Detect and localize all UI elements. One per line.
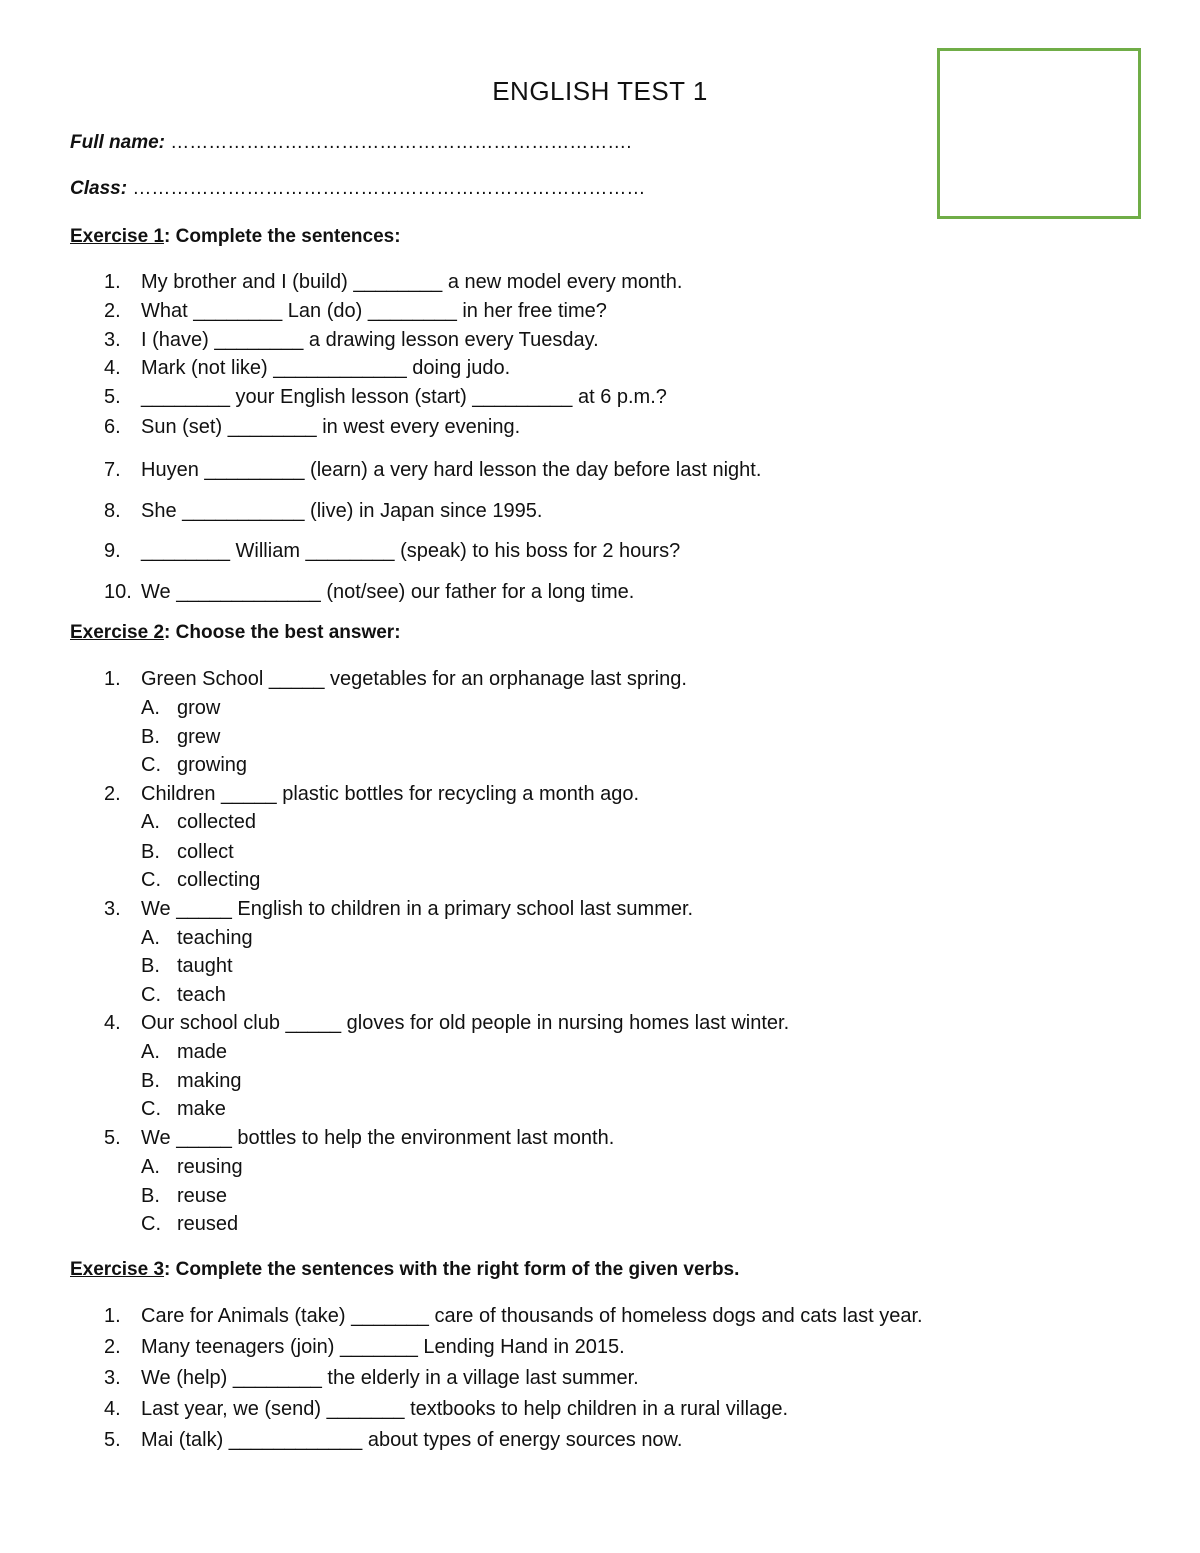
ex2-option-letter: C. [141, 984, 161, 1006]
ex1-item [104, 581, 634, 604]
ex2-question-num: 4. [104, 1012, 121, 1034]
ex2-option-letter: A. [141, 811, 160, 833]
ex2-question [104, 668, 687, 691]
ex2-option-text: collecting [177, 869, 261, 891]
ex2-question-num: 5. [104, 1127, 121, 1149]
class-label: Class: [70, 178, 128, 199]
ex2-option [141, 927, 253, 950]
ex2-option-letter: B. [141, 1185, 160, 1207]
exercise-2-instruction: : Choose the best answer: [164, 622, 401, 643]
ex2-option-text: making [177, 1070, 242, 1092]
ex1-item-text: Huyen _________ (learn) a very hard lesson the day before last night. [141, 459, 762, 481]
ex1-item-num: 5. [104, 386, 121, 408]
full-name-field [70, 132, 632, 154]
ex3-item-text: We (help) ________ the elderly in a village last summer. [141, 1367, 639, 1389]
exercise-2-label: Exercise 2 [70, 622, 165, 643]
ex2-option [141, 726, 220, 749]
ex3-item-num: 4. [104, 1398, 121, 1420]
ex1-item-text: We _____________ (not/see) our father for a long time. [141, 581, 635, 603]
ex1-item [104, 329, 599, 352]
ex2-option [141, 1098, 226, 1121]
ex2-option [141, 811, 256, 834]
ex1-item-text: What ________ Lan (do) ________ in her free time? [141, 300, 607, 322]
ex2-option-text: teaching [177, 927, 253, 949]
ex3-item-num: 5. [104, 1429, 121, 1451]
ex2-option-letter: C. [141, 754, 161, 776]
exercise-1-heading [70, 226, 401, 248]
ex3-item [104, 1367, 639, 1390]
ex3-item-num: 2. [104, 1336, 121, 1358]
ex1-item-num: 6. [104, 416, 121, 438]
ex3-item [104, 1429, 682, 1452]
ex1-item-num: 8. [104, 500, 121, 522]
ex1-item [104, 357, 510, 380]
ex2-option-text: growing [177, 754, 248, 776]
ex2-option [141, 955, 233, 978]
ex2-option [141, 754, 247, 777]
ex2-option-letter: B. [141, 726, 160, 748]
ex1-item [104, 416, 520, 439]
ex2-option-letter: C. [141, 1098, 161, 1120]
ex3-item-text: Care for Animals (take) _______ care of thousands of homeless dogs and cats last year. [141, 1305, 923, 1327]
ex2-option-letter: A. [141, 927, 160, 949]
ex2-question-text: Children _____ plastic bottles for recycling a month ago. [141, 783, 640, 805]
exercise-1-label: Exercise 1 [70, 226, 165, 247]
ex3-item [104, 1336, 625, 1359]
ex2-option-letter: A. [141, 1156, 160, 1178]
ex2-option-text: reused [177, 1213, 239, 1235]
ex1-item-text: She ___________ (live) in Japan since 1995. [141, 500, 543, 522]
ex2-option [141, 841, 234, 864]
ex3-item-text: Many teenagers (join) _______ Lending Hand in 2015. [141, 1336, 625, 1358]
full-name-label: Full name: [70, 132, 166, 153]
ex1-item-num: 3. [104, 329, 121, 351]
ex2-option [141, 697, 220, 720]
ex2-option-text: teach [177, 984, 226, 1006]
score-box [937, 48, 1141, 219]
ex2-option-letter: B. [141, 1070, 160, 1092]
ex2-option-text: reuse [177, 1185, 228, 1207]
ex1-item-text: ________ your English lesson (start) _________ at 6 p.m.? [141, 386, 667, 408]
ex1-item [104, 386, 667, 409]
exercise-2-heading [70, 622, 401, 644]
ex3-item-num: 3. [104, 1367, 121, 1389]
ex2-option [141, 1070, 241, 1093]
ex2-option [141, 1041, 227, 1064]
ex2-option-letter: C. [141, 869, 161, 891]
ex1-item-text: ________ William ________ (speak) to his boss for 2 hours? [141, 540, 681, 562]
ex1-item-text: Sun (set) ________ in west every evening. [141, 416, 521, 438]
exercise-3-instruction: : Complete the sentences with the right form of the given verbs. [164, 1259, 740, 1280]
ex2-option-letter: C. [141, 1213, 161, 1235]
ex2-option-text: collected [177, 811, 256, 833]
ex1-item-num: 10. [104, 581, 132, 603]
ex3-item [104, 1305, 923, 1328]
ex2-option-letter: B. [141, 955, 160, 977]
ex1-item-num: 9. [104, 540, 121, 562]
ex1-item [104, 271, 682, 294]
ex1-item-text: Mark (not like) ____________ doing judo. [141, 357, 511, 379]
exercise-3-label: Exercise 3 [70, 1259, 165, 1280]
full-name-dots: ………………………………………………………………. [170, 132, 632, 153]
ex1-item [104, 540, 680, 563]
ex2-question-text: We _____ bottles to help the environment last month. [141, 1127, 615, 1149]
ex1-item-num: 4. [104, 357, 121, 379]
ex1-item-num: 2. [104, 300, 121, 322]
ex1-item [104, 300, 607, 323]
ex2-option-text: reusing [177, 1156, 243, 1178]
ex3-item-text: Mai (talk) ____________ about types of energy sources now. [141, 1429, 683, 1451]
ex2-option-text: collect [177, 841, 234, 863]
ex2-option-text: make [177, 1098, 226, 1120]
ex2-option-letter: A. [141, 1041, 160, 1063]
ex1-item-num: 1. [104, 271, 121, 293]
ex2-option-letter: B. [141, 841, 160, 863]
ex2-question [104, 1012, 789, 1035]
ex1-item [104, 459, 761, 482]
page-title: ENGLISH TEST 1 [492, 76, 708, 106]
class-dots: ……………………………………………………………………… [132, 178, 646, 199]
ex2-question-num: 3. [104, 898, 121, 920]
ex3-item-text: Last year, we (send) _______ textbooks to help children in a rural village. [141, 1398, 789, 1420]
ex2-question-text: Our school club _____ gloves for old people in nursing homes last winter. [141, 1012, 790, 1034]
ex2-question-num: 1. [104, 668, 121, 690]
ex2-question [104, 783, 639, 806]
ex2-option-text: grow [177, 697, 221, 719]
ex2-option [141, 984, 226, 1007]
ex1-item-text: My brother and I (build) ________ a new model every month. [141, 271, 683, 293]
ex1-item-num: 7. [104, 459, 121, 481]
ex2-option [141, 1156, 243, 1179]
ex3-item [104, 1398, 788, 1421]
ex2-option [141, 869, 260, 892]
ex2-question-text: We _____ English to children in a primary school last summer. [141, 898, 694, 920]
ex1-item [104, 500, 542, 523]
ex2-option-text: made [177, 1041, 228, 1063]
ex2-option [141, 1185, 227, 1208]
ex3-item-num: 1. [104, 1305, 121, 1327]
exercise-3-heading [70, 1259, 739, 1281]
class-field [70, 178, 645, 200]
ex2-question [104, 1127, 614, 1150]
ex1-item-text: I (have) ________ a drawing lesson every Tuesday. [141, 329, 599, 351]
ex2-question [104, 898, 693, 921]
ex2-question-text: Green School _____ vegetables for an orphanage last spring. [141, 668, 687, 690]
ex2-option [141, 1213, 238, 1236]
ex2-question-num: 2. [104, 783, 121, 805]
ex2-option-text: taught [177, 955, 233, 977]
exercise-1-instruction: : Complete the sentences: [164, 226, 401, 247]
ex2-option-text: grew [177, 726, 221, 748]
ex2-option-letter: A. [141, 697, 160, 719]
